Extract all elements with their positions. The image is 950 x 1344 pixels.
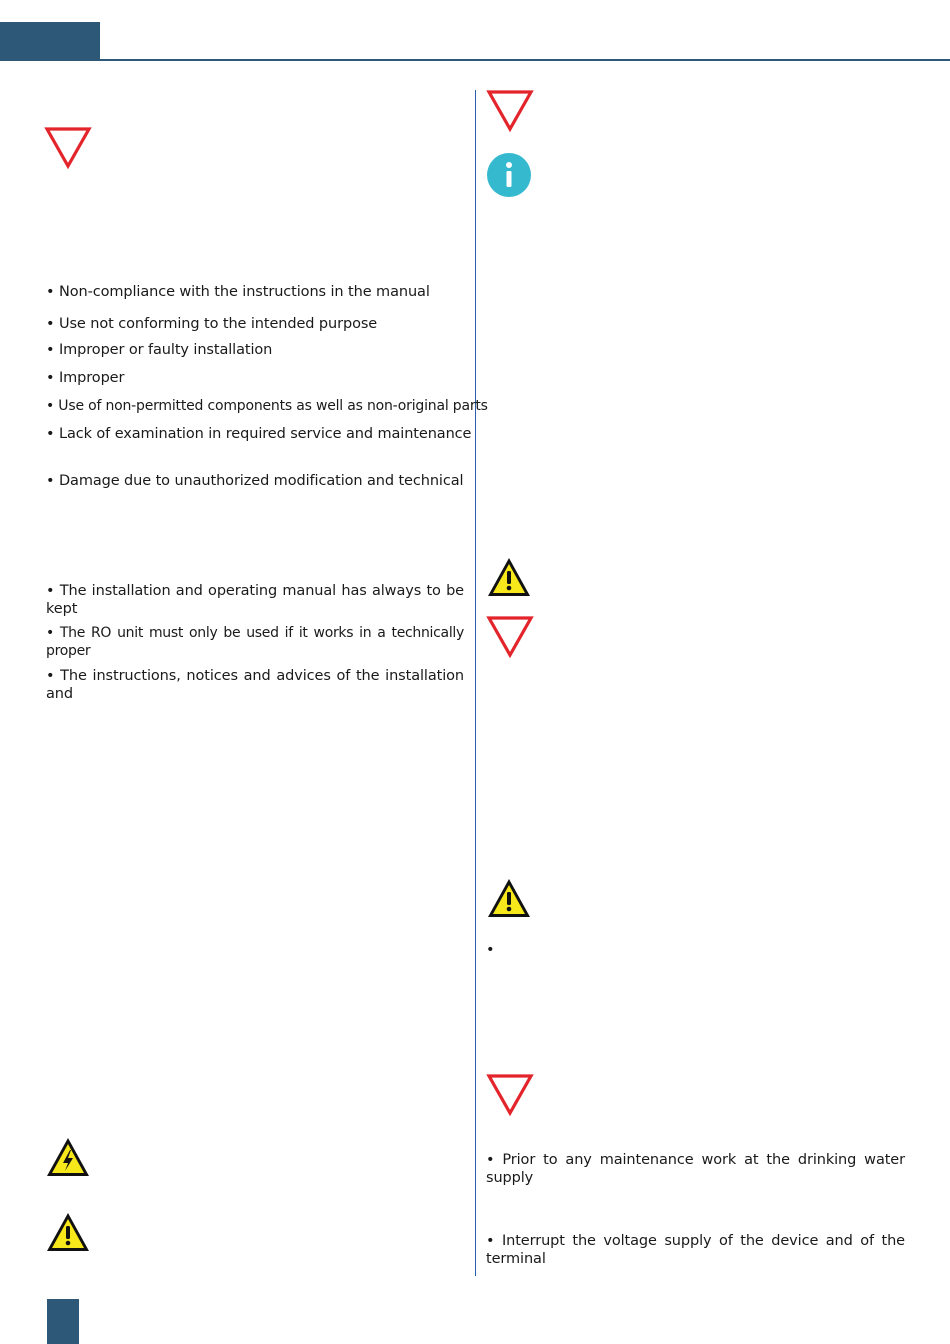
list-item: • Prior to any maintenance work at the drinking water supply (486, 1152, 905, 1186)
list-item: • The RO unit must only be used if it works in a technically proper (46, 625, 464, 659)
red-triangle-icon (486, 1073, 534, 1117)
red-triangle-icon (486, 89, 534, 133)
electric-hazard-icon (45, 1136, 91, 1178)
list-item: • Non-compliance with the instructions in the manual (46, 284, 430, 300)
list-item: • Use of non-permitted components as well as non-original parts (46, 398, 488, 414)
list-item: • Improper (46, 370, 125, 386)
header-tab (0, 22, 100, 61)
list-item-bullet: • (486, 942, 495, 958)
red-triangle-icon (486, 615, 534, 659)
list-item: • Interrupt the voltage supply of the device and of the terminal (486, 1233, 905, 1267)
list-item: • Damage due to unauthorized modification and technical (46, 473, 464, 489)
header-rule (100, 59, 950, 61)
column-divider (475, 90, 476, 1276)
list-item: • Use not conforming to the intended purpose (46, 316, 378, 332)
warning-icon (45, 1211, 91, 1253)
list-item: • Lack of examination in required service and maintenance (46, 426, 472, 442)
red-triangle-icon (44, 126, 92, 170)
list-item: • The installation and operating manual has always to be kept (46, 583, 464, 617)
list-item: • The instructions, notices and advices of the installation and (46, 668, 464, 702)
list-item: • Improper or faulty installation (46, 342, 273, 358)
warning-icon (486, 556, 532, 598)
info-icon (486, 152, 532, 198)
warning-icon (486, 877, 532, 919)
page-marker (47, 1299, 79, 1344)
